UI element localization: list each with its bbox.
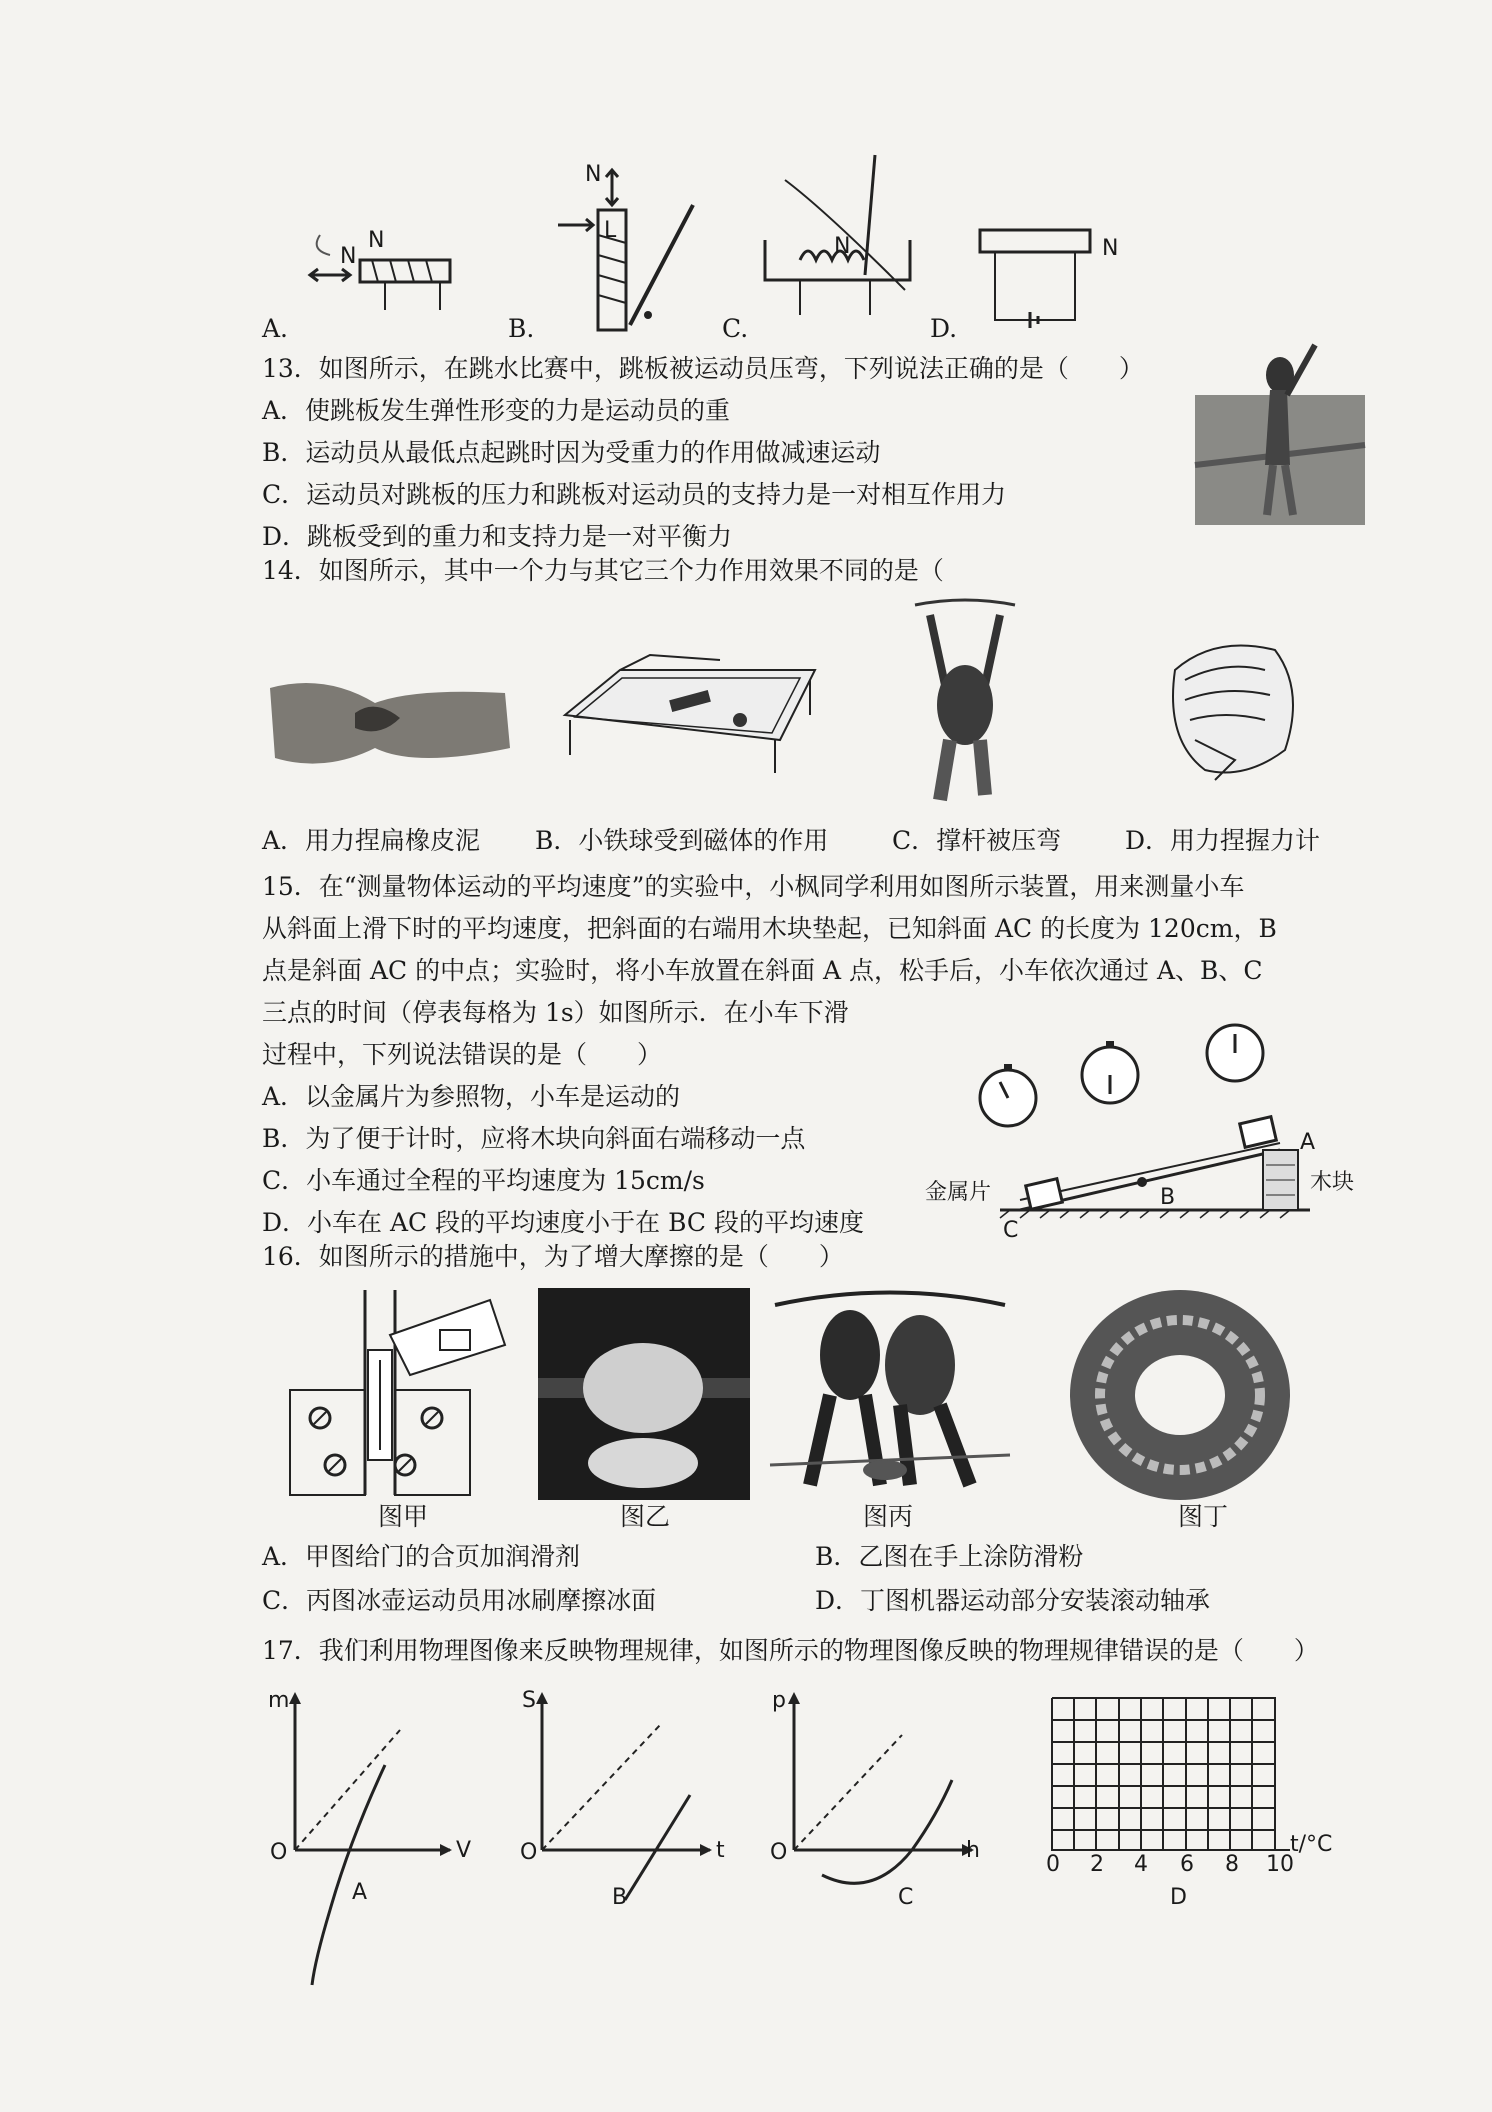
q15-option-d: D．小车在 AC 段的平均速度小于在 BC 段的平均速度 <box>262 1208 864 1237</box>
q15-fig-metal: 金属片 <box>925 1180 992 1205</box>
q15-option-a: A．以金属片为参照物，小车是运动的 <box>262 1082 681 1111</box>
diver-photo <box>1195 315 1365 525</box>
q12-fig-c-n: N <box>834 234 851 259</box>
q12-option-b: B. <box>508 314 535 343</box>
graph-d-tick-2: 4 <box>1134 1852 1148 1877</box>
clay-photo <box>265 668 515 778</box>
q15-line-3: 点是斜面 AC 的中点；实验时，将小车放置在斜面 A 点，松手后，小车依次通过 A、B、C <box>262 956 1263 985</box>
graph-d-tick-1: 2 <box>1090 1852 1104 1877</box>
graph-a-label: A <box>352 1880 368 1905</box>
antislip-powder-photo <box>538 1288 750 1500</box>
graph-d-grid <box>1040 1690 1300 1870</box>
q14-option-d: D．用力捏握力计 <box>1125 826 1321 855</box>
q15-fig-a: A <box>1300 1130 1316 1155</box>
curling-photo <box>770 1285 1010 1495</box>
q13-option-d: D．跳板受到的重力和支持力是一对平衡力 <box>262 522 733 551</box>
q12-fig-a-n2: N <box>368 228 385 253</box>
graph-d-tick-0: 0 <box>1046 1852 1060 1877</box>
q13-option-a: A．使跳板发生弹性形变的力是运动员的重 <box>262 396 731 425</box>
graph-d-x: t/°C <box>1290 1832 1333 1857</box>
q13-stem: 13．如图所示，在跳水比赛中，跳板被运动员压弯，下列说法正确的是（ ） <box>262 354 1144 383</box>
q16-stem: 16．如图所示的措施中，为了增大摩擦的是（ ） <box>262 1242 844 1271</box>
q15-option-b: B．为了便于计时，应将木块向斜面右端移动一点 <box>262 1124 806 1153</box>
q14-option-a: A．用力捏扁橡皮泥 <box>262 826 481 855</box>
graph-c <box>782 1690 982 1920</box>
q16-caption-3: 图丙 <box>863 1502 914 1531</box>
pole-vault-photo <box>905 595 1025 805</box>
q12-option-a: A. <box>262 314 289 343</box>
q12-option-d: D. <box>930 314 958 343</box>
q15-line-4: 三点的时间（停表每格为 1s）如图所示．在小车下滑 <box>262 998 849 1027</box>
bearing-photo <box>1065 1285 1295 1505</box>
hinge-oil-figure <box>290 1290 510 1500</box>
q13-option-b: B．运动员从最低点起跳时因为受重力的作用做减速运动 <box>262 438 881 467</box>
q12-fig-a-n: N <box>340 244 357 269</box>
q16-option-b: B．乙图在手上涂防滑粉 <box>815 1542 1084 1571</box>
graph-c-x: h <box>966 1838 980 1863</box>
graph-a-y: m <box>268 1688 290 1713</box>
q15-line-2: 从斜面上滑下时的平均速度，把斜面的右端用木块垫起，已知斜面 AC 的长度为 120cm，B <box>262 914 1277 943</box>
graph-a-x: V <box>456 1838 472 1863</box>
q12-figure-a <box>290 205 470 325</box>
q14-stem: 14．如图所示，其中一个力与其它三个力作用效果不同的是（ <box>262 556 944 585</box>
q16-caption-2: 图乙 <box>620 1502 671 1531</box>
graph-d-tick-5: 10 <box>1266 1852 1294 1877</box>
graph-b-o: O <box>520 1840 538 1865</box>
q15-line-1: 15．在“测量物体运动的平均速度”的实验中，小枫同学利用如图所示装置，用来测量小车 <box>262 872 1245 901</box>
q16-option-c: C．丙图冰壶运动员用冰刷摩擦冰面 <box>262 1586 657 1615</box>
q15-fig-b: B <box>1160 1185 1176 1210</box>
q12-figure-b <box>548 165 708 335</box>
q15-fig-block: 木块 <box>1310 1170 1355 1195</box>
q15-option-c: C．小车通过全程的平均速度为 15cm/s <box>262 1166 705 1195</box>
graph-d-label: D <box>1170 1885 1187 1910</box>
q15-line-5: 过程中，下列说法错误的是（ ） <box>262 1040 663 1069</box>
incline-stopwatch-figure <box>980 1050 1360 1280</box>
magnet-ball-table <box>560 645 820 775</box>
q14-option-b: B．小铁球受到磁体的作用 <box>535 826 829 855</box>
graph-a <box>280 1690 460 1990</box>
graph-a-o: O <box>270 1840 288 1865</box>
q15-fig-c: C <box>1003 1218 1019 1243</box>
graph-b-x: t <box>716 1838 725 1863</box>
grip-dynamometer-photo <box>1155 630 1305 790</box>
graph-d-tick-3: 6 <box>1180 1852 1194 1877</box>
q16-caption-4: 图丁 <box>1178 1502 1229 1531</box>
q12-option-c: C. <box>722 314 749 343</box>
graph-c-y: p <box>772 1688 786 1713</box>
q12-fig-b-l: L <box>604 218 617 243</box>
q16-option-d: D．丁图机器运动部分安装滚动轴承 <box>815 1586 1211 1615</box>
graph-c-label: C <box>898 1885 914 1910</box>
q17-stem: 17．我们利用物理图像来反映物理规律，如图所示的物理图像反映的物理规律错误的是（ ） <box>262 1636 1319 1665</box>
q13-option-c: C．运动员对跳板的压力和跳板对运动员的支持力是一对相互作用力 <box>262 480 1007 509</box>
q16-caption-1: 图甲 <box>378 1502 429 1531</box>
graph-b-y: S <box>522 1688 536 1713</box>
q12-fig-d-n: N <box>1102 236 1119 261</box>
graph-c-o: O <box>770 1840 788 1865</box>
q14-option-c: C．撑杆被压弯 <box>892 826 1062 855</box>
graph-b-label: B <box>612 1885 628 1910</box>
graph-d-tick-4: 8 <box>1225 1852 1239 1877</box>
q12-fig-b-n: N <box>585 162 602 187</box>
graph-b <box>530 1690 730 1920</box>
q16-option-a: A．甲图给门的合页加润滑剂 <box>262 1542 581 1571</box>
